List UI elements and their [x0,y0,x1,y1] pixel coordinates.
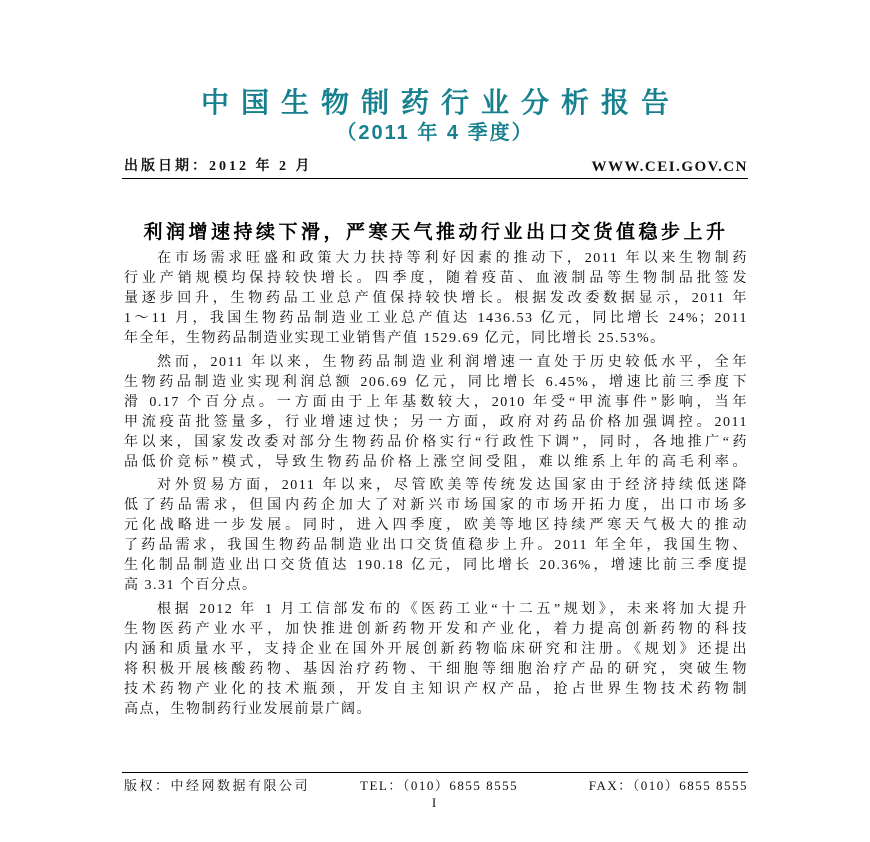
paragraph-line: 品低价竞标”模式，导致生物药品价格上涨空间受阻，难以维系上年的高毛利率。 [124,454,748,470]
report-title: 中国生物制药行业分析报告 [200,87,681,118]
paragraph-line: 高点，生物制药行业发展前景广阔。 [124,701,372,717]
paragraph-line: 年全年，生物药品制造业实现工业销售产值 1529.69 亿元，同比增长 25.53%。 [124,331,666,346]
paragraph-4 [124,600,748,720]
page-footer [0,777,870,795]
paragraph-line: 元化战略进一步发展。同时，进入四季度，欧美等地区持续严寒天气极大的推动 [124,518,748,533]
paragraph-line: 1～11 月，我国生物药品制造业工业总产值达 1436.53 亿元，同比增长 24%；2011 [124,311,748,326]
section-heading: 利润增速持续下滑，严寒天气推动行业出口交货值稳步上升 [143,222,729,243]
header-divider [122,178,748,179]
paragraph-1 [124,249,748,349]
paragraph-line: 生化制品制造业出口交货值达 190.18 亿元，同比增长 20.36%，增速比前三季度提 [124,558,748,573]
paragraph-line: 生物医药产业水平，加快推进创新药物开发和产业化，着力提高创新药物的科技 [124,621,748,637]
article-body [124,249,748,720]
paragraph-line: 对外贸易方面，2011 年以来，尽管欧美等传统发达国家由于经济持续低迷降 [157,478,748,493]
paragraph-line: 将积极开展核酸药物、基因治疗药物、干细胞等细胞治疗产品的研究，突破生物 [124,661,748,677]
footer-divider [122,772,748,773]
paragraph-3 [124,476,748,596]
paragraph-line: 年以来，国家发改委对部分生物药品价格实行“行政性下调”，同时，各地推广“药 [124,434,748,450]
paragraph-line: 生物药品制造业实现利润总额 206.69 亿元，同比增长 6.45%，增速比前三季度下 [124,374,748,390]
paragraph-line: 在市场需求旺盛和政策大力扶持等利好因素的推动下，2011 年以来生物制药 [157,251,748,266]
paragraph-line: 滑 0.17 个百分点。一方面由于上年基数较大，2010 年受“甲流事件”影响，当年 [124,394,748,410]
paragraph-line: 内涵和质量水平，支持企业在国外开展创新药物临床研究和注册。《规划》还提出 [124,641,748,657]
paragraph-line: 根据 2012 年 1 月工信部发布的《医药工业“十二五”规划》，未来将加大提升 [157,601,748,617]
paragraph-line: 技术药物产业化的技术瓶颈，开发自主知识产权产品，抢占世界生物技术药物制 [124,681,748,697]
paragraph-line: 行业产销规模均保持较快增长。四季度，随着疫苗、血液制品等生物制品批签发 [124,271,748,286]
telephone-number: TEL：（010）6855 8555 [360,778,519,793]
paragraph-line: 低了药品需求，但国内药企加大了对新兴市场国家的市场开拓力度，出口市场多 [124,498,748,513]
website-url: WWW.CEI.GOV.CN [591,159,748,175]
page-number: I [431,795,437,810]
paragraph-line: 然而，2011 年以来，生物药品制造业利润增速一直处于历史较低水平，全年 [157,354,748,370]
copyright-text: 版权：中经网数据有限公司 [124,778,311,793]
publish-date: 出版日期：2012 年 2 月 [124,159,313,174]
paragraph-line: 量逐步回升，生物药品工业总产值保持较快增长。根据发改委数据显示，2011 年 [124,291,748,306]
paragraph-line: 了药品需求，我国生物药品制造业出口交货值稳步上升。2011 年全年，我国生物、 [124,538,748,553]
paragraph-2 [124,353,748,473]
report-header [124,157,748,177]
paragraph-line: 甲流疫苗批签量多，行业增速过快；另一方面，政府对药品价格加强调控。2011 [124,414,748,430]
report-subtitle: （2011 年 4 季度） [336,122,534,144]
fax-number: FAX：（010）6855 8555 [588,778,748,793]
paragraph-line: 高 3.31 个百分点。 [124,578,258,593]
